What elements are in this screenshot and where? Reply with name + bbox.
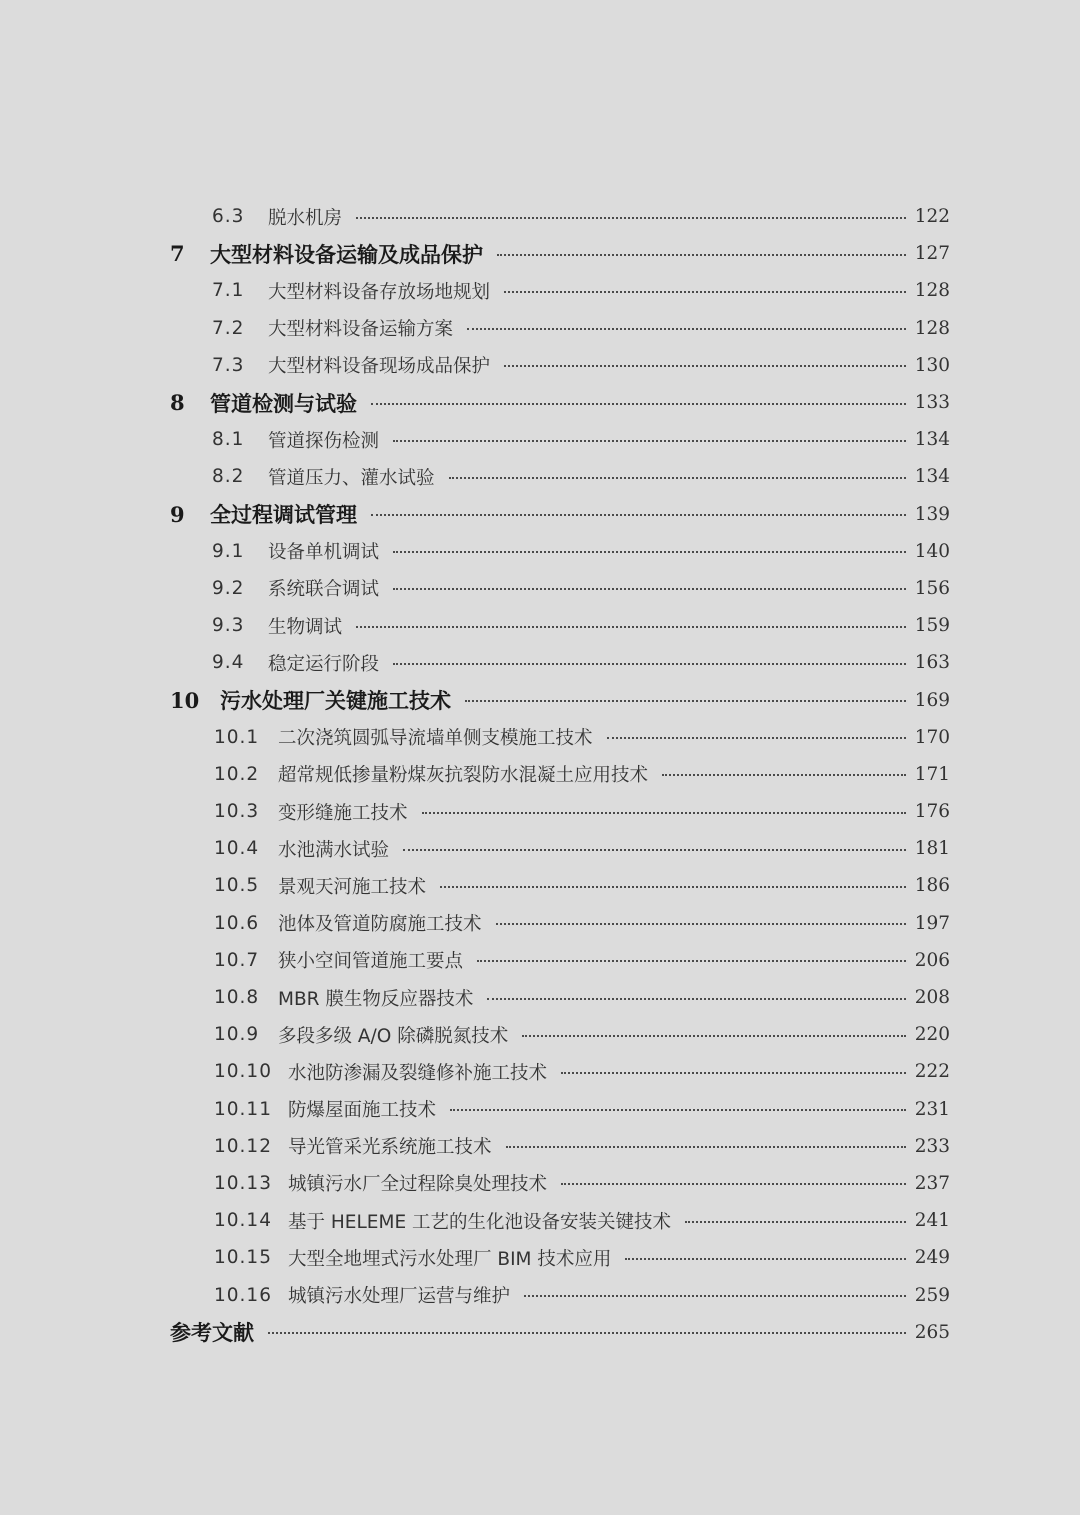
dot-leader: [561, 1183, 906, 1185]
chapter-title: 管道检测与试验: [210, 390, 357, 416]
toc-entry-8-1[interactable]: [170, 421, 950, 458]
section-number: 10.12: [214, 1135, 272, 1157]
page-number: 134: [914, 466, 950, 488]
page-number: 222: [914, 1061, 950, 1083]
section-number: 9.2: [212, 577, 245, 599]
page-number: 176: [914, 801, 950, 823]
table-of-contents: [170, 198, 950, 1351]
dot-leader: [393, 663, 906, 665]
toc-entry-10-14[interactable]: [170, 1202, 950, 1239]
section-title: 设备单机调试: [268, 542, 380, 564]
page-number: 128: [914, 317, 950, 339]
section-number: 10.5: [214, 875, 260, 897]
page-number: 233: [914, 1135, 950, 1157]
section-title: 防爆屋面施工技术: [288, 1100, 437, 1122]
page-number: 171: [914, 763, 950, 785]
page-number: 140: [914, 540, 950, 562]
page-number: 159: [914, 615, 950, 637]
toc-entry-9-4[interactable]: [170, 644, 950, 681]
section-title: 狭小空间管道施工要点: [278, 951, 464, 973]
dot-leader: [685, 1221, 906, 1223]
section-title: 二次浇筑圆弧导流墙单侧支模施工技术: [278, 728, 593, 750]
toc-entry-7-1[interactable]: [170, 272, 950, 309]
section-title: MBR 膜生物反应器技术: [278, 988, 474, 1010]
page-number: 197: [914, 912, 950, 934]
page-number: 130: [914, 354, 950, 376]
section-title: 城镇污水厂全过程除臭处理技术: [288, 1174, 548, 1196]
toc-references[interactable]: [170, 1314, 950, 1351]
section-number: 6.3: [212, 206, 245, 228]
section-title: 大型材料设备现场成品保护: [268, 356, 491, 378]
chapter-title: 污水处理厂关键施工技术: [220, 688, 451, 714]
toc-entry-10-5[interactable]: [170, 867, 950, 904]
section-title: 多段多级 A/O 除磷脱氮技术: [278, 1025, 509, 1047]
section-title: 变形缝施工技术: [278, 802, 408, 824]
dot-leader: [356, 626, 906, 628]
section-title: 脱水机房: [268, 207, 343, 229]
section-title: 稳定运行阶段: [268, 653, 380, 675]
section-title: 大型材料设备运输方案: [268, 319, 454, 341]
toc-entry-10-13[interactable]: [170, 1165, 950, 1202]
toc-entry-9-3[interactable]: [170, 607, 950, 644]
section-title: 生物调试: [268, 616, 343, 638]
page-number: 181: [914, 838, 950, 860]
chapter-number: 9: [170, 501, 185, 527]
section-number: 8.2: [212, 466, 245, 488]
section-number: 7.1: [212, 280, 245, 302]
page-number: 139: [914, 503, 950, 525]
chapter-number: 8: [170, 390, 185, 416]
section-number: 10.6: [214, 912, 260, 934]
toc-entry-7-2[interactable]: [170, 310, 950, 347]
section-title: 大型全地埋式污水处理厂 BIM 技术应用: [288, 1248, 612, 1270]
dot-leader: [625, 1258, 906, 1260]
section-number: 10.15: [214, 1247, 272, 1269]
section-title: 管道压力、灌水试验: [268, 467, 435, 489]
toc-chapter-9[interactable]: [170, 496, 950, 533]
dot-leader: [607, 737, 906, 739]
section-title: 城镇污水处理厂运营与维护: [288, 1286, 511, 1308]
section-title: 系统联合调试: [268, 579, 380, 601]
dot-leader: [524, 1295, 906, 1297]
toc-entry-10-3[interactable]: [170, 793, 950, 830]
section-number: 10.16: [214, 1284, 272, 1306]
dot-leader: [422, 812, 906, 814]
page-number: 128: [914, 280, 950, 302]
dot-leader: [356, 217, 906, 219]
dot-leader: [497, 254, 906, 256]
dot-leader: [450, 1109, 906, 1111]
section-number: 10.8: [214, 987, 260, 1009]
section-number: 10.3: [214, 801, 260, 823]
section-title: 水池满水试验: [278, 839, 390, 861]
dot-leader: [561, 1072, 906, 1074]
toc-entry-9-2[interactable]: [170, 570, 950, 607]
toc-chapter-10[interactable]: [170, 681, 950, 718]
page-number: 231: [914, 1098, 950, 1120]
page-number: 133: [914, 392, 950, 414]
section-number: 10.10: [214, 1061, 272, 1083]
toc-entry-8-2[interactable]: [170, 458, 950, 495]
section-number: 7.2: [212, 317, 245, 339]
toc-entry-10-8[interactable]: [170, 979, 950, 1016]
section-title: 管道探伤检测: [268, 430, 380, 452]
section-title: 大型材料设备存放场地规划: [268, 281, 491, 303]
section-number: 8.1: [212, 429, 245, 451]
toc-entry-10-1[interactable]: [170, 719, 950, 756]
page-number: 170: [914, 726, 950, 748]
section-number: 10.13: [214, 1172, 272, 1194]
toc-chapter-7[interactable]: [170, 235, 950, 272]
dot-leader: [496, 923, 906, 925]
dot-leader: [393, 588, 906, 590]
references-title: 参考文献: [170, 1321, 254, 1346]
page-number: 186: [914, 875, 950, 897]
toc-entry-10-7[interactable]: [170, 942, 950, 979]
section-number: 10.9: [214, 1024, 260, 1046]
dot-leader: [449, 477, 906, 479]
dot-leader: [467, 328, 906, 330]
section-number: 10.2: [214, 763, 260, 785]
section-title: 超常规低掺量粉煤灰抗裂防水混凝土应用技术: [278, 765, 649, 787]
dot-leader: [440, 886, 906, 888]
section-number: 9.4: [212, 652, 245, 674]
page-number: 241: [914, 1210, 950, 1232]
toc-entry-10-12[interactable]: [170, 1128, 950, 1165]
section-number: 10.14: [214, 1210, 272, 1232]
toc-entry-10-2[interactable]: [170, 756, 950, 793]
dot-leader: [465, 700, 906, 702]
page-number: 265: [914, 1321, 950, 1343]
section-number: 9.3: [212, 615, 245, 637]
dot-leader: [487, 998, 906, 1000]
page-number: 122: [914, 206, 950, 228]
toc-entry-10-11[interactable]: [170, 1091, 950, 1128]
page-number: 237: [914, 1172, 950, 1194]
chapter-title: 全过程调试管理: [210, 502, 357, 528]
dot-leader: [506, 1146, 906, 1148]
section-number: 10.1: [214, 726, 260, 748]
dot-leader: [477, 960, 906, 962]
section-number: 10.11: [214, 1098, 272, 1120]
toc-entry-9-1[interactable]: [170, 533, 950, 570]
section-title: 导光管采光系统施工技术: [288, 1137, 492, 1159]
page-number: 208: [914, 987, 950, 1009]
dot-leader: [393, 440, 906, 442]
toc-entry-10-10[interactable]: [170, 1053, 950, 1090]
dot-leader: [662, 774, 906, 776]
page-number: 249: [914, 1247, 950, 1269]
section-number: 7.3: [212, 354, 245, 376]
toc-chapter-8[interactable]: [170, 384, 950, 421]
toc-entry-6-3[interactable]: [170, 198, 950, 235]
toc-entry-10-15[interactable]: [170, 1239, 950, 1276]
section-title: 水池防渗漏及裂缝修补施工技术: [288, 1062, 548, 1084]
section-title: 池体及管道防腐施工技术: [278, 914, 482, 936]
dot-leader: [403, 849, 906, 851]
page-number: 169: [914, 689, 950, 711]
section-number: 9.1: [212, 540, 245, 562]
dot-leader: [393, 551, 906, 553]
dot-leader: [371, 403, 906, 405]
section-title: 基于 HELEME 工艺的生化池设备安装关键技术: [288, 1211, 672, 1233]
dot-leader: [371, 514, 906, 516]
section-title: 景观天河施工技术: [278, 876, 427, 898]
chapter-number: 7: [170, 241, 185, 267]
dot-leader: [504, 291, 906, 293]
toc-entry-10-6[interactable]: [170, 905, 950, 942]
section-number: 10.4: [214, 838, 260, 860]
dot-leader: [268, 1332, 906, 1334]
page-number: 156: [914, 577, 950, 599]
page-number: 206: [914, 949, 950, 971]
dot-leader: [504, 365, 906, 367]
page-number: 259: [914, 1284, 950, 1306]
page-number: 220: [914, 1024, 950, 1046]
toc-entry-10-16[interactable]: [170, 1276, 950, 1313]
page-number: 134: [914, 429, 950, 451]
section-number: 10.7: [214, 949, 260, 971]
page-number: 163: [914, 652, 950, 674]
dot-leader: [522, 1035, 906, 1037]
chapter-title: 大型材料设备运输及成品保护: [210, 241, 483, 267]
toc-entry-10-4[interactable]: [170, 830, 950, 867]
toc-entry-10-9[interactable]: [170, 1016, 950, 1053]
page-number: 127: [914, 243, 950, 265]
chapter-number: 10: [170, 687, 200, 713]
toc-entry-7-3[interactable]: [170, 347, 950, 384]
